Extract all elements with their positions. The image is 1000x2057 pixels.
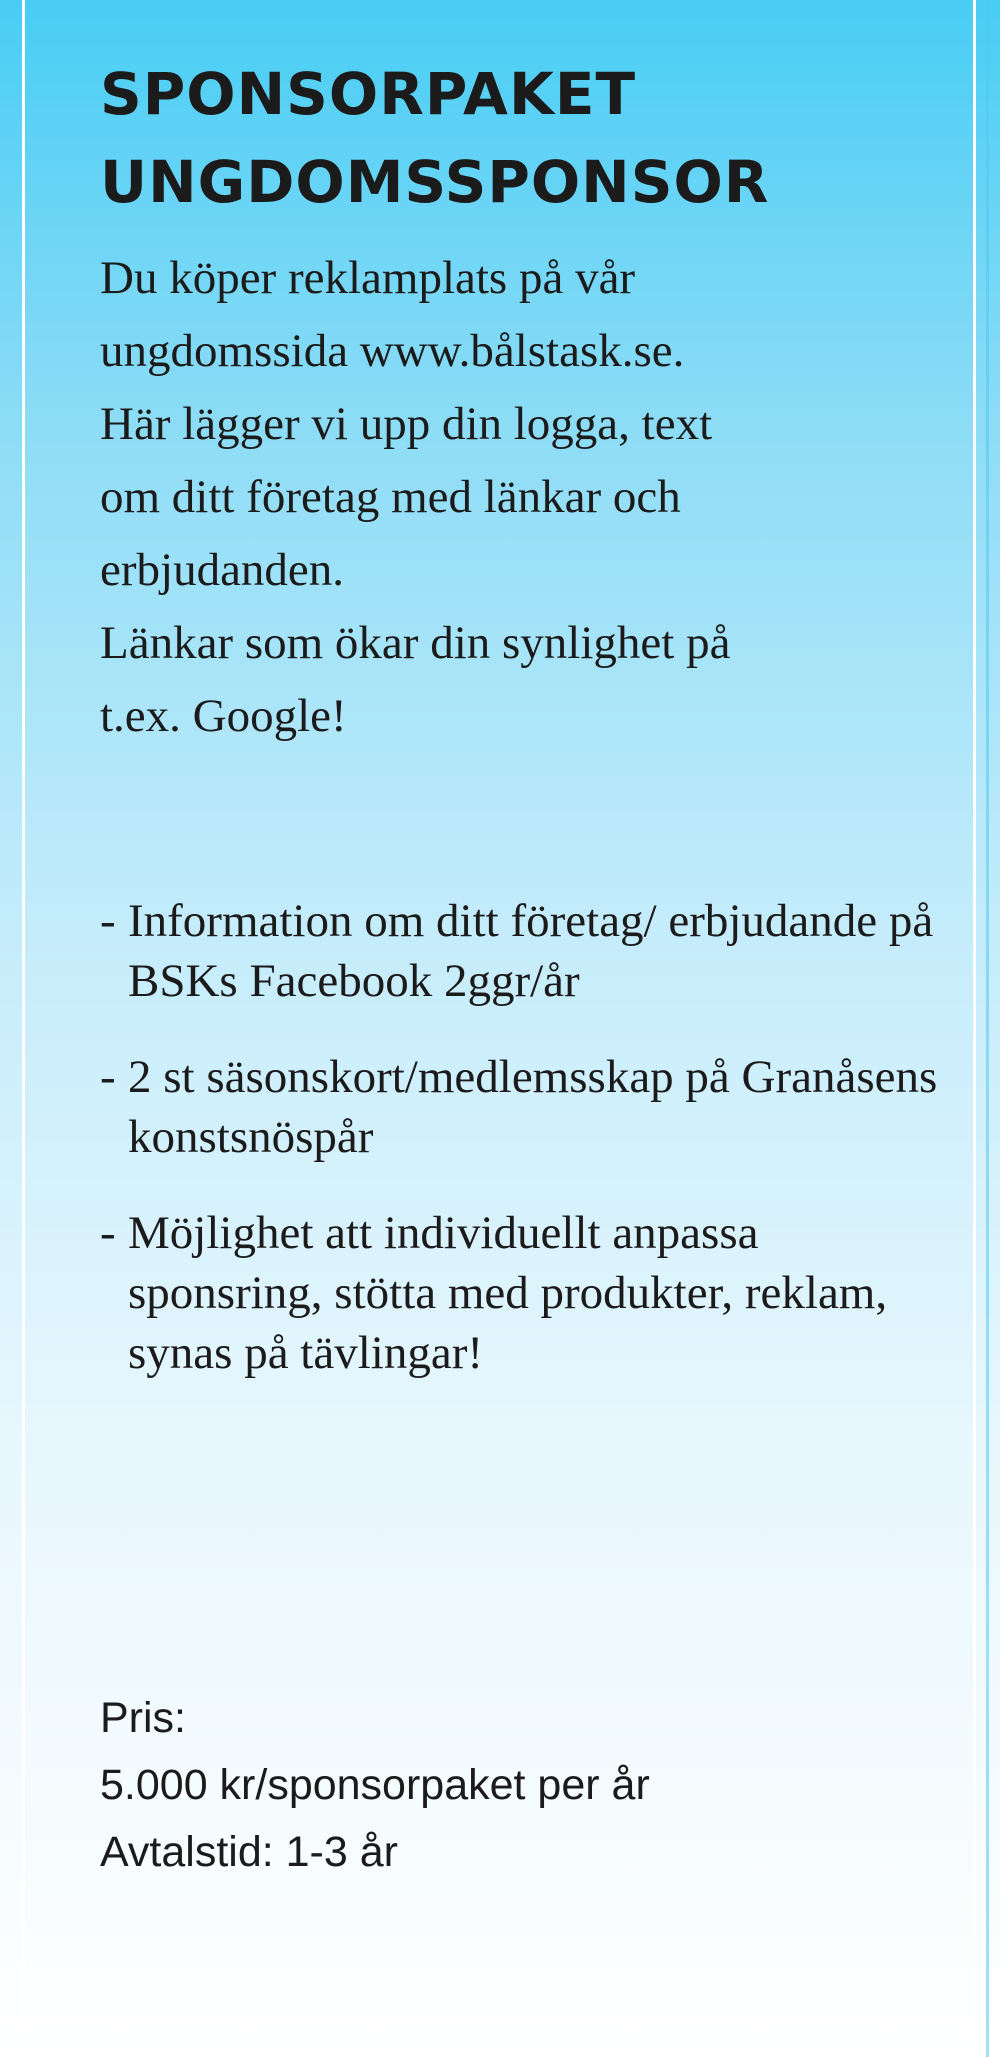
list-dash: - (100, 1051, 116, 1103)
pricing-block (100, 1685, 940, 1886)
card-edge-line (986, 0, 989, 2057)
package-title: SPONSORPAKET UNGDOMSSPONSOR (100, 60, 770, 216)
list-dash: - (100, 895, 116, 947)
list-dash: - (100, 1207, 116, 1259)
benefit-item (100, 891, 940, 1011)
benefit-text: 2 st säsonskort/medlemsskap på Granåsens konstsnöspår (128, 1051, 938, 1163)
benefits-list (100, 891, 940, 1383)
benefit-text: Information om ditt företag/ erbjudande på BSKs Facebook 2ggr/år (128, 895, 934, 1007)
package-description: Du köper reklamplats på vår ungdomssida www.bålstask.se. Här lägger vi upp din logga, text om ditt företag med länkar och erbjudanden. Länkar som ökar din synlighet på t.ex. Google! (100, 252, 731, 742)
contract-term: Avtalstid: 1-3 år (100, 1828, 398, 1876)
price-value: 5.000 kr/sponsorpaket per år (100, 1761, 650, 1809)
benefit-text: Möjlighet att individuellt anpassa sponsring, stötta med produkter, reklam, synas på tävlingar! (128, 1207, 888, 1379)
benefit-item (100, 1203, 940, 1383)
benefit-item (100, 1047, 940, 1167)
card-content (100, 50, 940, 1419)
price-label: Pris: (100, 1694, 186, 1742)
